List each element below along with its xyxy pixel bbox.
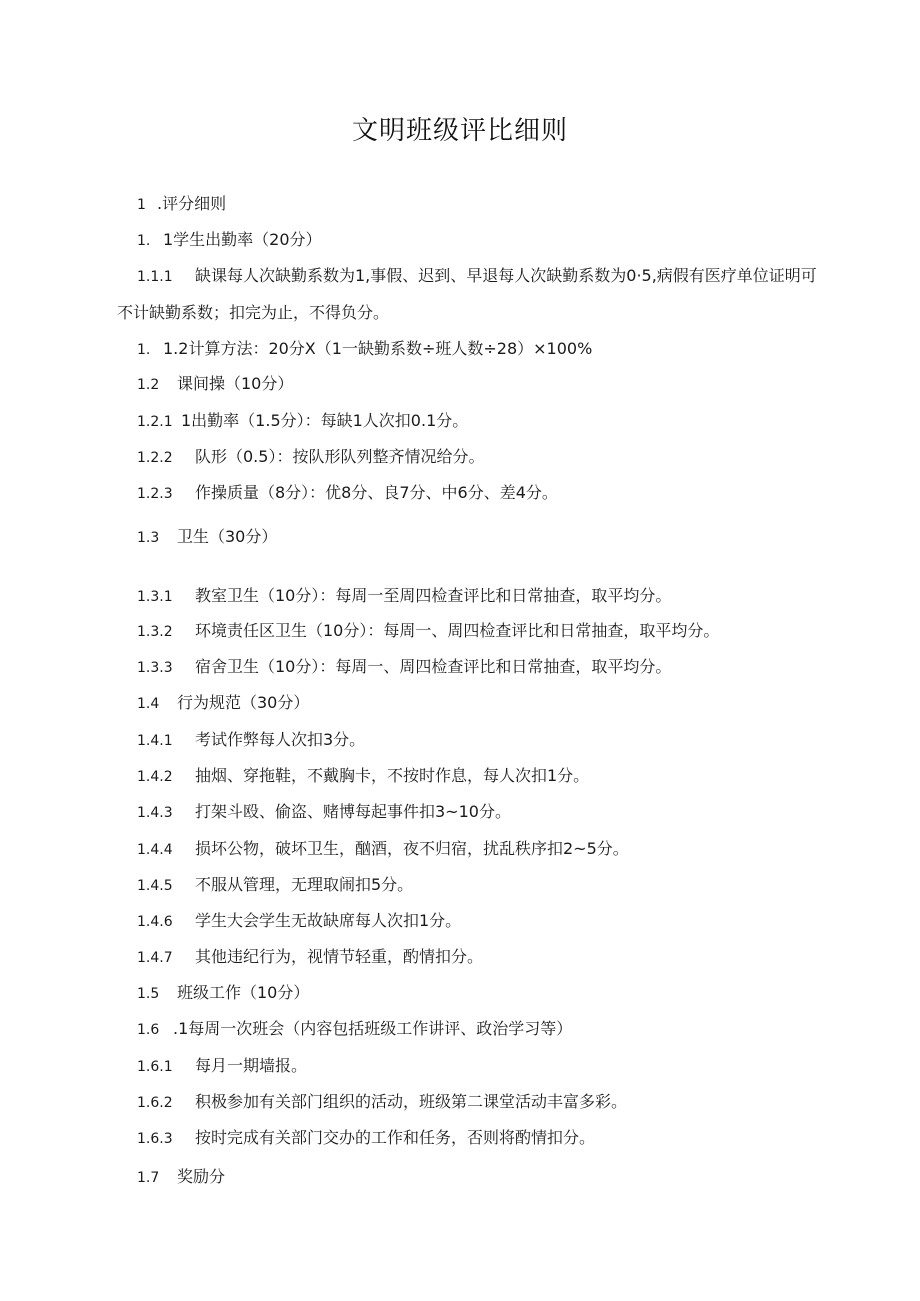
line-text: 行为规范（30分） [177,693,310,712]
line-text: .评分细则 [157,194,227,213]
line-text: 考试作弊每人次扣3分。 [195,730,366,749]
line-text: 不服从管理，无理取闹扣5分。 [195,875,414,894]
line-number: 1.4.1 [137,733,173,749]
line-text: 积极参加有关部门组织的活动，班级第二课堂活动丰富多彩。 [195,1092,628,1111]
line-text: 缺课每人次缺勤系数为1,事假、迟到、早退每人次缺勤系数为0·5,病假有医疗单位证明可不计缺勤系数；扣完为止，不得负分。 [117,266,817,322]
line-number: 1.4.6 [137,914,173,930]
line-number: 1.2.3 [137,486,173,502]
item-line [137,410,468,433]
line-text: 奖励分 [177,1167,226,1186]
line-number: 1. [137,233,151,249]
item-line [137,482,558,505]
line-number: 1.5 [137,986,160,1002]
section-line [137,1018,572,1041]
item-line [137,585,671,608]
line-text: 打架斗殴、偷盗、赌博每起事件扣3~10分。 [195,802,511,821]
item-line [137,874,413,897]
line-number: 1.2.2 [137,450,173,466]
line-text: 教室卫生（10分）：每周一至周四检查评比和日常抽查，取平均分。 [195,586,672,605]
line-number: 1.3.1 [137,589,173,605]
line-number: 1.3 [137,530,160,546]
item-line [137,946,483,969]
line-text: 宿舍卫生（10分）：每周一、周四检查评比和日常抽查，取平均分。 [195,657,672,676]
line-number: 1.3.3 [137,660,173,676]
line-number: 1.4.2 [137,769,173,785]
line-text: 作操质量（8分）：优8分、良7分、中6分、差4分。 [195,483,558,502]
line-number: 1. [137,342,151,358]
section-line [137,373,293,396]
line-number: 1.4.4 [137,842,173,858]
line-number: 1.1.1 [137,269,173,285]
line-number: 1.6.1 [137,1059,173,1075]
line-text: 按时完成有关部门交办的工作和任务，否则将酌情扣分。 [195,1128,596,1147]
line-text: 每月一期墙报。 [195,1056,308,1075]
line-text: 1.2计算方法：20分X（1一缺勤系数÷班人数÷28）×100% [163,339,593,358]
line-number: 1.2 [137,377,160,393]
document-title: 文明班级评比细则 [351,116,568,146]
line-number: 1.4.7 [137,950,173,966]
line-text: .1每周一次班会（内容包括班级工作讲评、政治学习等） [173,1019,573,1038]
section-line [137,982,309,1005]
line-text: 1学生出勤率（20分） [163,230,322,249]
line-text: 卫生（30分） [177,527,278,546]
line-text: 学生大会学生无故缺席每人次扣1分。 [195,911,462,930]
section-line [137,1166,225,1189]
item-line [137,1055,307,1078]
line-number: 1.3.2 [137,624,173,640]
line-text: 损坏公物，破坏卫生，酗酒，夜不归宿，扰乱秩序扣2~5分。 [195,839,629,858]
item-line [137,801,511,824]
item-line [137,620,719,643]
paragraph-line [117,258,817,331]
section-line [137,338,592,361]
item-line [137,765,589,788]
line-number: 1.7 [137,1170,160,1186]
item-line [137,656,671,679]
line-number: 1.4.3 [137,805,173,821]
line-text: 1出勤率（1.5分）：每缺1人次扣0.1分。 [181,411,469,430]
line-number: 1.6 [137,1022,160,1038]
item-line [137,1091,627,1114]
section-line [137,526,277,549]
line-text: 环境责任区卫生（10分）：每周一、周四检查评比和日常抽查，取平均分。 [195,621,720,640]
line-text: 其他违纪行为，视情节轻重，酌情扣分。 [195,947,484,966]
item-line [137,1127,595,1150]
line-text: 队形（0.5）：按队形队列整齐情况给分。 [195,447,485,466]
line-text: 班级工作（10分） [177,983,310,1002]
line-text: 课间操（10分） [177,374,294,393]
item-line [137,446,484,469]
line-number: 1.4.5 [137,878,173,894]
line-number: 1.2.1 [137,414,173,430]
line-number: 1.6.2 [137,1095,173,1111]
line-number: 1.4 [137,696,160,712]
item-line [137,838,629,861]
item-line [137,729,365,752]
line-number: 1 [137,197,146,213]
line-number: 1.6.3 [137,1131,173,1147]
section-line [137,229,322,252]
section-line [137,692,309,715]
heading-line [137,193,226,216]
item-line [137,910,461,933]
line-text: 抽烟、穿拖鞋，不戴胸卡，不按时作息，每人次扣1分。 [195,766,590,785]
